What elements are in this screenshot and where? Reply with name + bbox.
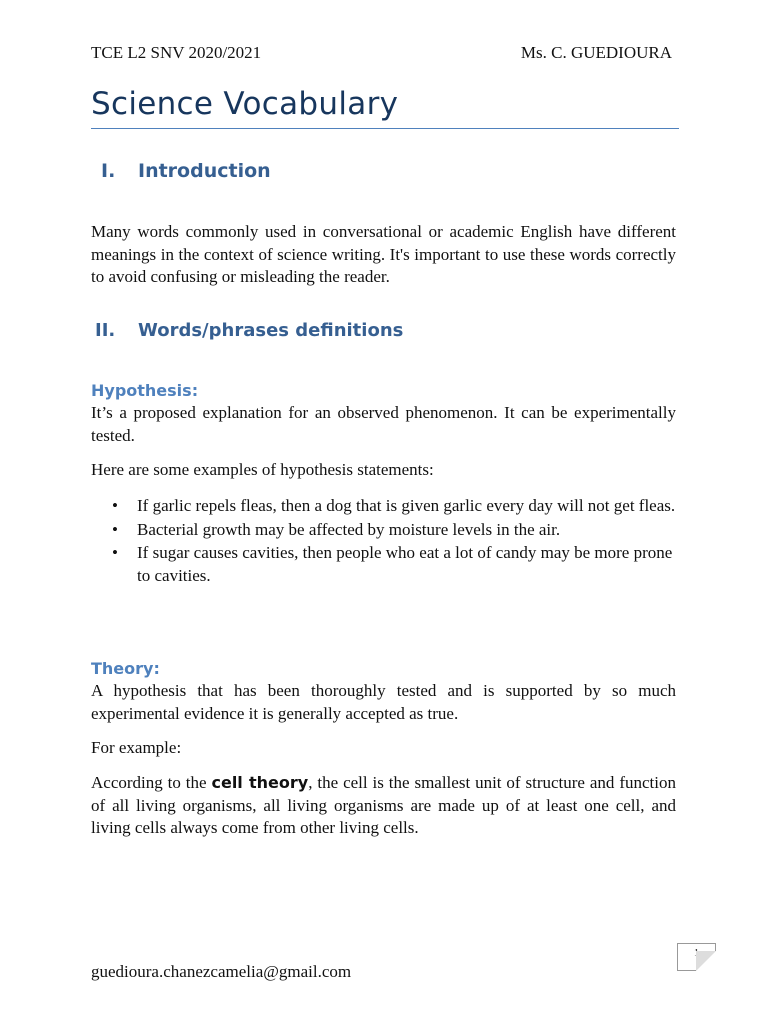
- bullet-icon: •: [112, 496, 118, 515]
- page-number-box: [677, 943, 716, 971]
- section-heading-introduction: [101, 160, 271, 182]
- section-heading-definitions: [95, 320, 403, 341]
- hypothesis-definition: [91, 402, 676, 447]
- page-number: 1: [694, 948, 699, 959]
- hypothesis-examples-intro: Here are some examples of hypothesis statements:: [91, 460, 434, 479]
- bullet-icon: •: [112, 543, 118, 562]
- header-course: TCE L2 SNV 2020/2021: [91, 43, 262, 62]
- title-underline: [91, 128, 679, 129]
- theory-example-label: For example:: [91, 738, 182, 757]
- example-text-after: , the cell is the smallest unit of structure and function of all living organisms, all living organisms are made up of at least one cell, and living cells always come from other living cells.: [91, 773, 677, 837]
- intro-paragraph: Many words commonly used in conversational or academic English have different meanings in the context of science writing. It's important to use these words correctly to avoid confusing or misleading the reader.: [91, 222, 676, 286]
- list-item-text: If garlic repels fleas, then a dog that is given garlic every day will not get fleas.: [137, 496, 676, 515]
- section-title: Introduction: [138, 160, 271, 182]
- definition-text: ’s a proposed explanation for an observed phenomenon. It can be experimentally tested.: [91, 403, 676, 445]
- page-curl-icon: [696, 951, 716, 971]
- list-item: [91, 519, 676, 542]
- hypothesis-examples-list: [91, 495, 676, 588]
- section-title: Words/phrases definitions: [138, 320, 404, 341]
- header-author: Ms. C. GUEDIOURA: [520, 43, 672, 62]
- theory-definition: A hypothesis that has been thoroughly tested and is supported by so much experimental evidence it is generally accepted as true.: [91, 681, 676, 723]
- list-item: [91, 495, 676, 518]
- list-item-text: Bacterial growth may be affected by moisture levels in the air.: [137, 519, 561, 539]
- section-number: II.: [95, 320, 116, 341]
- term-theory: Theory:: [91, 659, 160, 678]
- document-title: Science Vocabulary: [91, 86, 399, 122]
- definition-lead: It: [91, 403, 102, 422]
- footer-email: guedioura.chanezcamelia@gmail.com: [91, 962, 352, 981]
- list-item: [91, 542, 676, 587]
- term-hypothesis: Hypothesis:: [91, 381, 199, 400]
- bullet-icon: •: [112, 519, 118, 539]
- section-number: I.: [101, 160, 116, 182]
- theory-example-paragraph: [91, 772, 676, 840]
- example-text-before: According to the: [91, 773, 212, 792]
- list-item-text: If sugar causes cavities, then people who eat a lot of candy may be more prone to cavities.: [137, 543, 673, 585]
- cell-theory-term: cell theory: [211, 773, 309, 792]
